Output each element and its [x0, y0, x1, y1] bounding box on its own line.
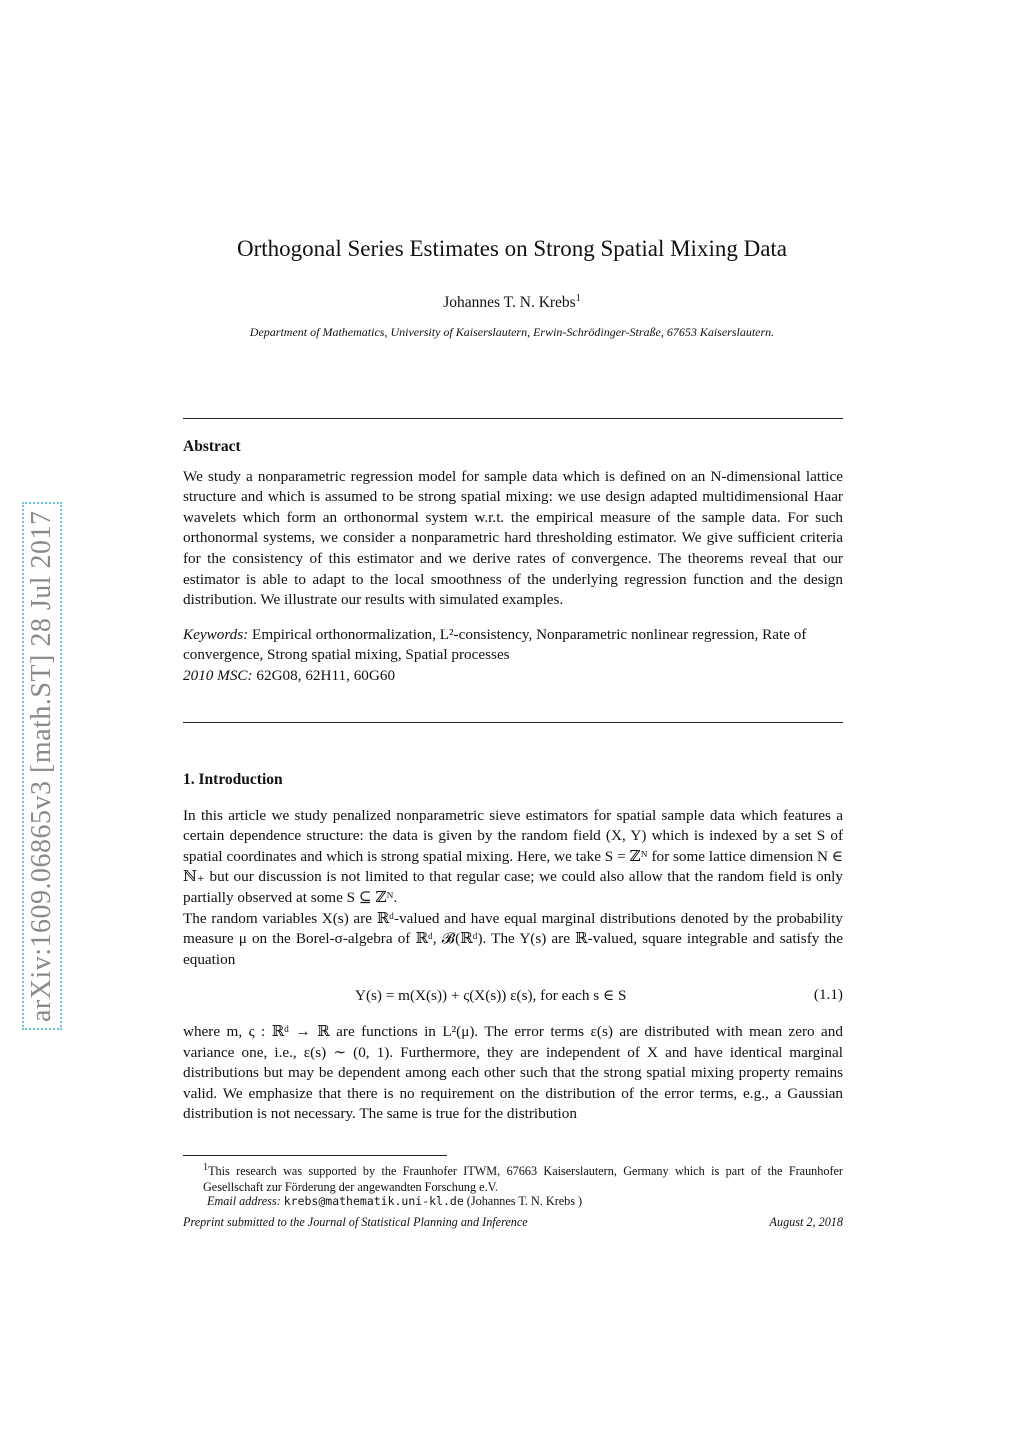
- paper-title: Orthogonal Series Estimates on Strong Spatial Mixing Data: [236, 236, 787, 261]
- msc-codes: 62G08, 62H11, 60G60: [256, 666, 396, 684]
- footnote-rule: [183, 1155, 447, 1156]
- equation-body: Y(s) = m(X(s)) + ς(X(s)) ε(s), for each s ∈ S: [355, 987, 627, 1004]
- email-owner: (Johannes T. N. Krebs ): [466, 1194, 583, 1208]
- abstract-bottom-rule: [183, 722, 843, 723]
- preprint-note: Preprint submitted to the Journal of Statistical Planning and Inference: [183, 1215, 528, 1229]
- footnote-mark: 1: [203, 1162, 209, 1173]
- introduction-continued: [183, 1022, 843, 1125]
- footnote: [183, 1160, 843, 1195]
- msc-label: 2010 MSC:: [183, 666, 253, 684]
- intro-paragraph-1: In this article we study penalized nonparametric sieve estimators for spatial sample data which features a certain dependence structure: the data is given by the random field (X, Y) which is indexed by a set S of spatial coordinates and which is strong spatial mixing. Here, we take S = ℤᴺ for some lattice dimension N ∈ ℕ₊ but our discussion is not limited to that regular case; we could also allow that the random field is only partially observed at some S ⊆ ℤᴺ.: [183, 806, 843, 906]
- equation-number: (1.1): [813, 986, 843, 1003]
- intro-paragraph-2: The random variables X(s) are ℝᵈ-valued and have equal marginal distributions denoted by the probability measure μ on the Borel-σ-algebra of ℝᵈ, 𝓑(ℝᵈ). The Y(s) are ℝ-valued, square integrable and satisfy the equation: [183, 909, 843, 968]
- author-footnote-mark: 1: [575, 293, 581, 304]
- email-address[interactable]: krebs@mathematik.uni-kl.de: [283, 1194, 464, 1208]
- abstract-section: [183, 437, 843, 687]
- intro-paragraph-3: where m, ς : ℝᵈ → ℝ are functions in L²(μ). The error terms ε(s) are distributed with mean zero and variance one, i.e., ε(s) ∼ (0, 1). Furthermore, they are independent of X and have identical marginal distributions but may be dependent among each other such that the strong spatial mixing property remains valid. We emphasize that there is no requirement on the distribution of the error terms, e.g., a Gaussian distribution is not necessary. The same is true for the distribution: [183, 1023, 843, 1123]
- footnote-text: This research was supported by the Fraunhofer ITWM, 67663 Kaiserslautern, Germany which is part of the Fraunhofer Gesellschaft zur Förderung der angewandten Forschung e.V.: [203, 1164, 843, 1195]
- arxiv-identifier-stamp: arXiv:1609.06865v3 [math.ST] 28 Jul 2017: [22, 502, 62, 1030]
- msc-line: [183, 666, 843, 687]
- author-name: Johannes T. N. Krebs: [443, 294, 576, 312]
- email-line: [207, 1194, 582, 1209]
- abstract-heading: Abstract: [183, 438, 241, 455]
- abstract-text: We study a nonparametric regression model for sample data which is defined on an N-dimensional lattice structure and which is assumed to be strong spatial mixing: we use design adapted multidimensional Haar wavelets which form an orthonormal system w.r.t. the empirical measure of the sample data. For such orthonormal systems, we consider a nonparametric hard thresholding estimator. We give sufficient criteria for the consistency of this estimator and we derive rates of convergence. The theorems reveal that our estimator is able to adapt to the local smoothness of the underlying regression function and the design distribution. We illustrate our results with simulated examples.: [183, 467, 843, 609]
- introduction-section: [183, 770, 843, 970]
- abstract-top-rule: [183, 418, 843, 419]
- keywords: [183, 625, 843, 666]
- introduction-heading: 1. Introduction: [183, 771, 283, 788]
- keywords-label: Keywords:: [183, 625, 249, 643]
- preprint-date: August 2, 2018: [769, 1215, 843, 1229]
- keywords-text: Empirical orthonormalization, L²-consistency, Nonparametric nonlinear regression, Rate of convergence, Strong spatial mixing, Spatial processes: [183, 625, 807, 664]
- email-label: Email address:: [207, 1194, 281, 1208]
- author-line: [0, 293, 1024, 312]
- affiliation: Department of Mathematics, University of Kaiserslautern, Erwin-Schrödinger-Straße, 67653 Kaiserslautern.: [249, 325, 775, 339]
